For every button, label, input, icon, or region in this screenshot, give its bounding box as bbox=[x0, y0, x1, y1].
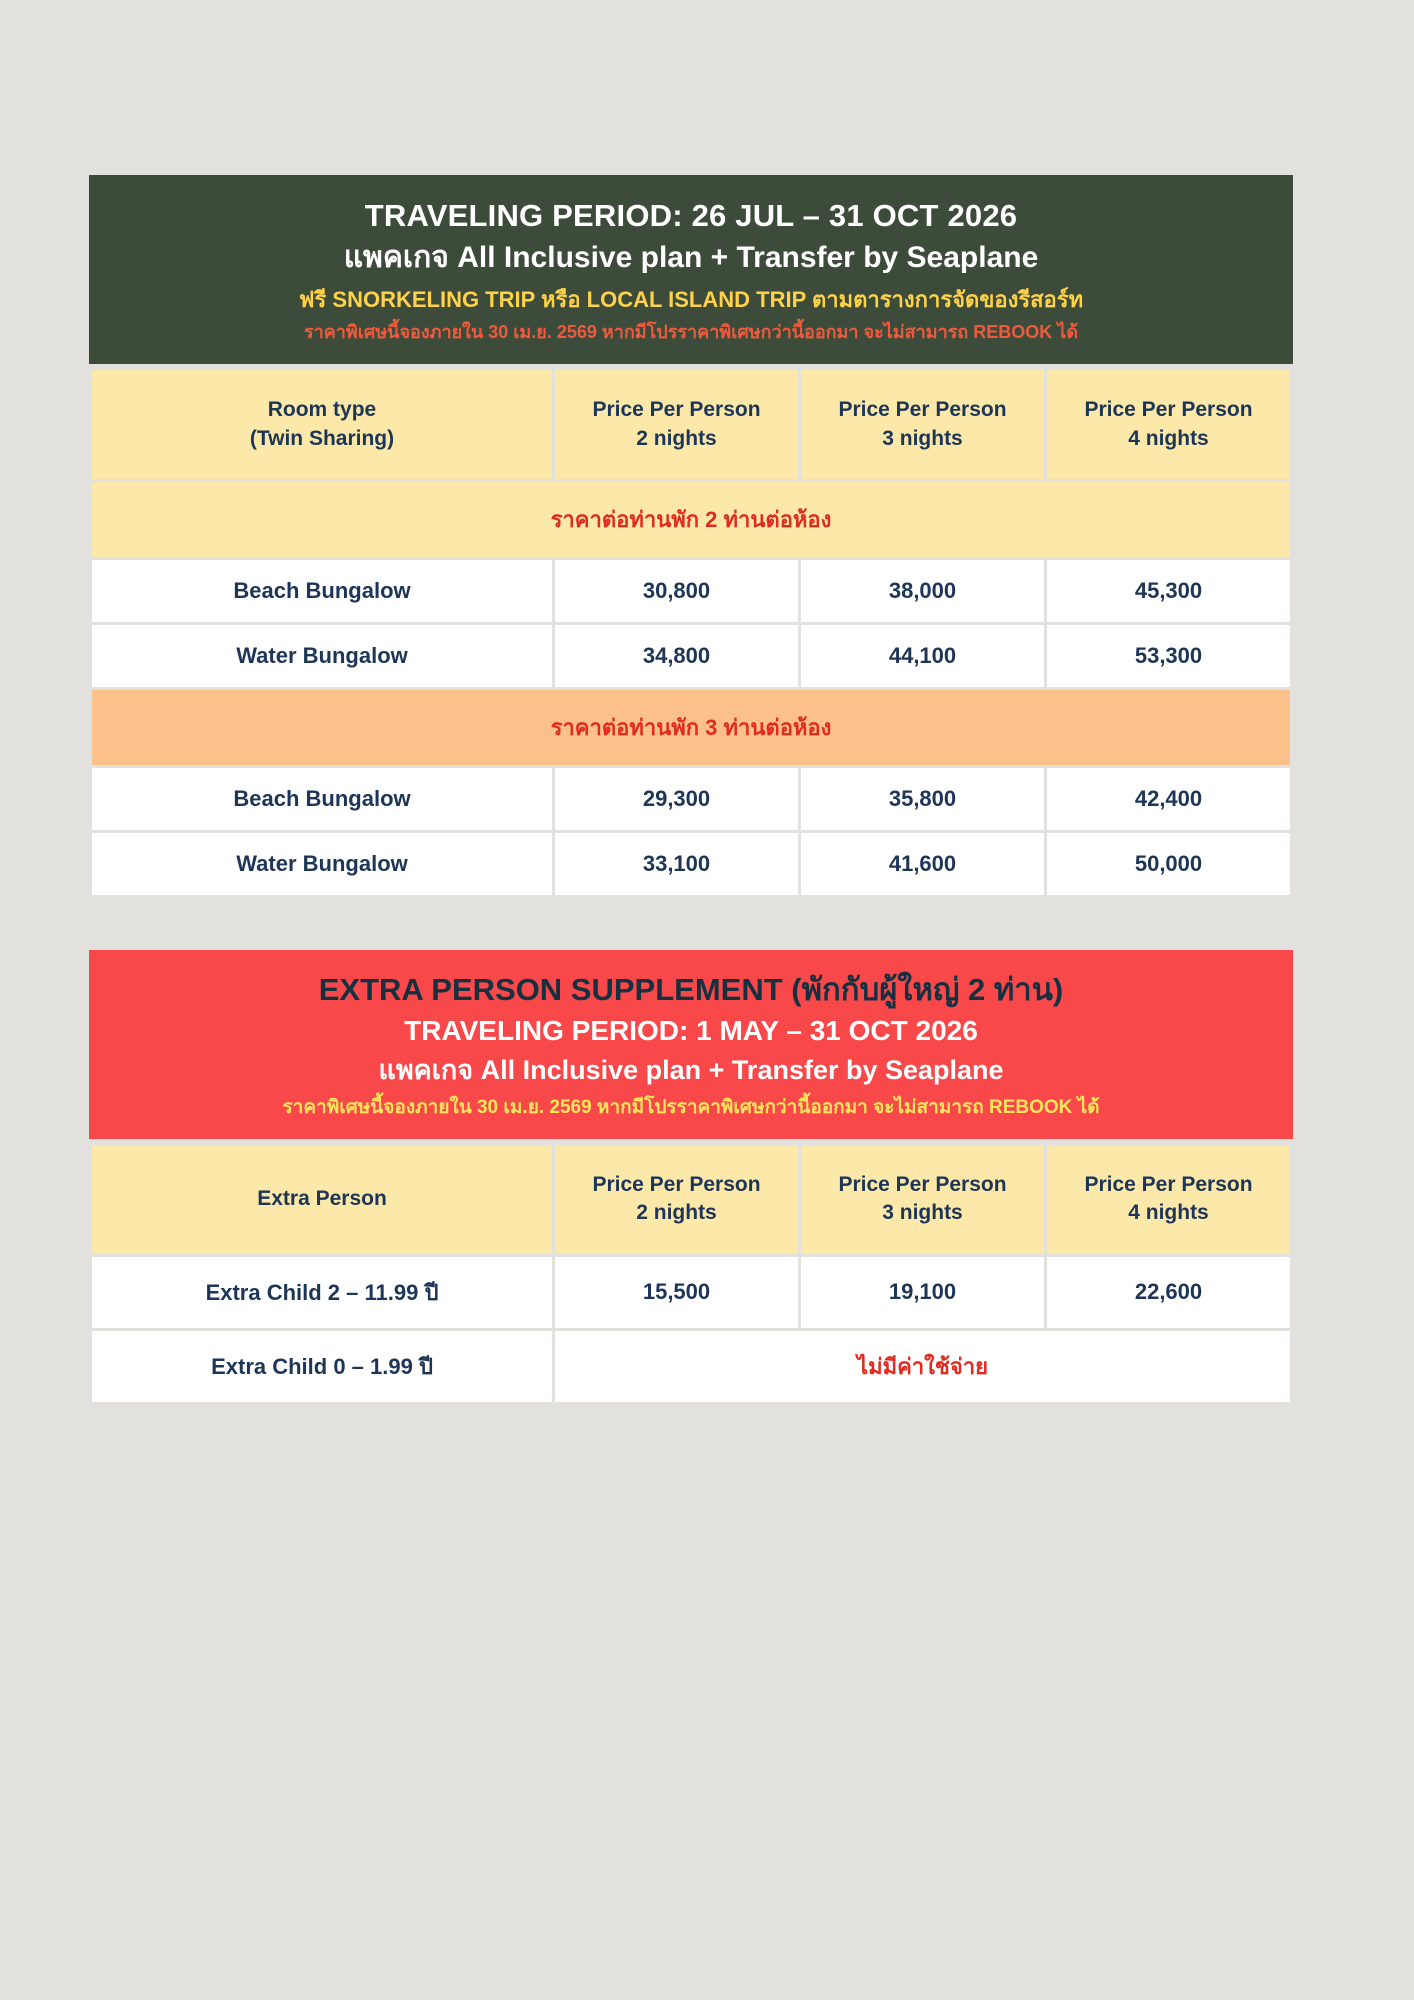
header-price-4-nights-line2: 4 nights bbox=[1128, 426, 1209, 450]
extra-infant-note: ไม่มีค่าใช้จ่าย bbox=[555, 1331, 1290, 1402]
table-row bbox=[92, 1331, 1290, 1402]
table-row bbox=[92, 833, 1290, 895]
header-price-3-nights-line1: Price Per Person bbox=[838, 398, 1007, 422]
header-price-4-nights bbox=[1047, 370, 1290, 479]
price-3-nights: 44,100 bbox=[801, 625, 1044, 687]
header-price-3-nights bbox=[801, 370, 1044, 479]
table-row bbox=[92, 625, 1290, 687]
header-extra-price-2-nights-line2: 2 nights bbox=[636, 1201, 717, 1225]
price-2-nights: 29,300 bbox=[555, 768, 798, 830]
section-label-3pax: ราคาต่อท่านพัก 3 ท่านต่อห้อง bbox=[92, 690, 1290, 765]
header-extra-price-4-nights-line2: 4 nights bbox=[1128, 1201, 1209, 1225]
table-row bbox=[92, 768, 1290, 830]
price-2-nights: 30,800 bbox=[555, 560, 798, 622]
header-price-3-nights-line2: 3 nights bbox=[882, 426, 963, 450]
header-price-2-nights bbox=[555, 370, 798, 479]
room-name: Water Bungalow bbox=[92, 833, 552, 895]
header-price-4-nights-line1: Price Per Person bbox=[1084, 398, 1253, 422]
main-booking-condition: ราคาพิเศษนี้จองภายใน 30 เม.ย. 2569 หากมีโปรราคาพิเศษกว่านี้ออกมา จะไม่สามารถ REBOOK ได้ bbox=[303, 321, 1079, 342]
extra-booking-condition: ราคาพิเศษนี้จองภายใน 30 เม.ย. 2569 หากมีโปรราคาพิเศษกว่านี้ออกมา จะไม่สามารถ REBOOK ได้ bbox=[282, 1097, 1100, 1119]
section-label-2pax: ราคาต่อท่านพัก 2 ท่านต่อห้อง bbox=[92, 482, 1290, 557]
extra-person-title: EXTRA PERSON SUPPLEMENT (พักกับผู้ใหญ่ 2 ท่าน) bbox=[318, 971, 1064, 1007]
price-4-nights: 42,400 bbox=[1047, 768, 1290, 830]
extra-person-banner bbox=[89, 950, 1293, 1139]
header-extra-price-2-nights bbox=[555, 1145, 798, 1254]
price-4-nights: 45,300 bbox=[1047, 560, 1290, 622]
header-room-type-line2: (Twin Sharing) bbox=[249, 426, 395, 450]
price-4-nights: 50,000 bbox=[1047, 833, 1290, 895]
main-traveling-period: TRAVELING PERIOD: 26 JUL – 31 OCT 2026 bbox=[364, 198, 1018, 233]
price-2-nights: 34,800 bbox=[555, 625, 798, 687]
extra-table-header-row bbox=[92, 1145, 1290, 1254]
room-name: Water Bungalow bbox=[92, 625, 552, 687]
header-extra-price-3-nights bbox=[801, 1145, 1044, 1254]
main-free-offer: ฟรี SNORKELING TRIP หรือ LOCAL ISLAND TRIP ตามตารางการจัดของรีสอร์ท bbox=[298, 287, 1084, 313]
extra-traveling-period: TRAVELING PERIOD: 1 MAY – 31 OCT 2026 bbox=[404, 1015, 978, 1047]
price-3-nights: 38,000 bbox=[801, 560, 1044, 622]
header-extra-price-4-nights bbox=[1047, 1145, 1290, 1254]
header-extra-price-4-nights-line1: Price Per Person bbox=[1084, 1173, 1253, 1197]
price-3-nights: 35,800 bbox=[801, 768, 1044, 830]
table-row bbox=[92, 1257, 1290, 1328]
header-extra-price-3-nights-line2: 3 nights bbox=[882, 1201, 963, 1225]
section-row-3pax bbox=[92, 690, 1290, 765]
main-price-table bbox=[89, 367, 1293, 898]
main-banner bbox=[89, 175, 1293, 364]
section-row-2pax bbox=[92, 482, 1290, 557]
extra-price-3-nights: 19,100 bbox=[801, 1257, 1044, 1328]
room-name: Beach Bungalow bbox=[92, 768, 552, 830]
header-extra-price-3-nights-line1: Price Per Person bbox=[838, 1173, 1007, 1197]
table-header-row bbox=[92, 370, 1290, 479]
room-name: Beach Bungalow bbox=[92, 560, 552, 622]
extra-price-2-nights: 15,500 bbox=[555, 1257, 798, 1328]
extra-price-4-nights: 22,600 bbox=[1047, 1257, 1290, 1328]
extra-child-label: Extra Child 2 – 11.99 ปี bbox=[92, 1257, 552, 1328]
header-extra-price-2-nights-line1: Price Per Person bbox=[592, 1173, 761, 1197]
price-3-nights: 41,600 bbox=[801, 833, 1044, 895]
header-price-2-nights-line1: Price Per Person bbox=[592, 398, 761, 422]
table-row bbox=[92, 560, 1290, 622]
price-4-nights: 53,300 bbox=[1047, 625, 1290, 687]
header-room-type-line1: Room type bbox=[267, 398, 377, 422]
extra-package-label: แพคเกจ All Inclusive plan + Transfer by Seaplane bbox=[378, 1055, 1004, 1086]
header-extra-person: Extra Person bbox=[92, 1145, 552, 1254]
price-2-nights: 33,100 bbox=[555, 833, 798, 895]
header-price-2-nights-line2: 2 nights bbox=[636, 426, 717, 450]
extra-person-table bbox=[89, 1142, 1293, 1405]
extra-infant-label: Extra Child 0 – 1.99 ปี bbox=[92, 1331, 552, 1402]
header-room-type bbox=[92, 370, 552, 479]
price-sheet bbox=[89, 175, 1293, 1405]
main-package-label: แพคเกจ All Inclusive plan + Transfer by Seaplane bbox=[343, 240, 1039, 274]
